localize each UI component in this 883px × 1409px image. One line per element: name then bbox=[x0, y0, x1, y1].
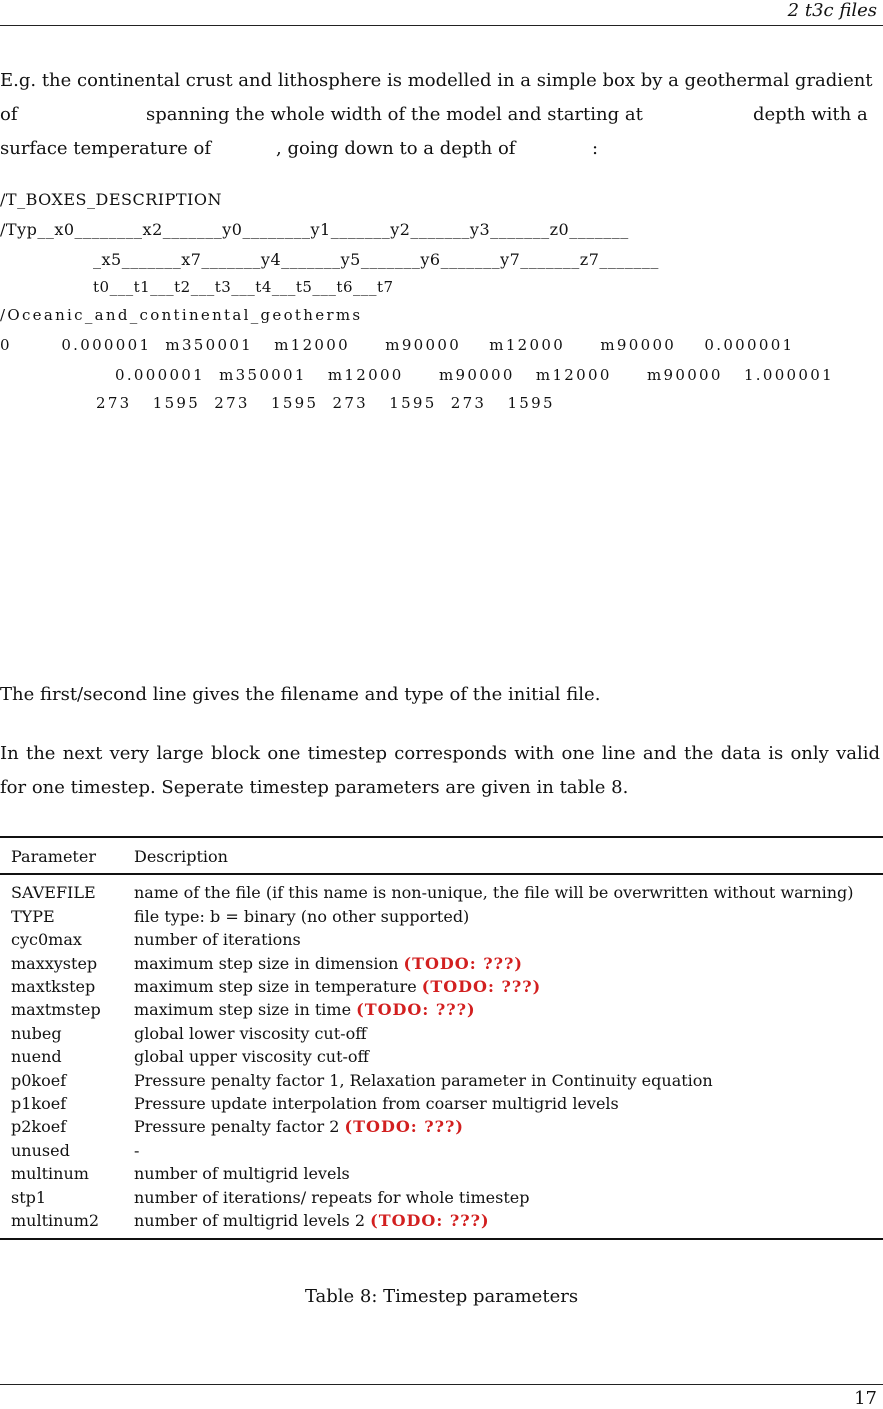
param-name: SAVEFILE bbox=[11, 883, 96, 903]
param-description-with-todo bbox=[134, 975, 883, 998]
param-description: number of iterations bbox=[134, 930, 301, 950]
table-row bbox=[0, 952, 883, 975]
param-name: cyc0max bbox=[11, 930, 82, 950]
param-name: maxxystep bbox=[11, 953, 98, 973]
param-description: name of the file (if this name is non-unique, the file will be overwritten without warning) bbox=[134, 883, 854, 903]
table-header-row bbox=[0, 837, 883, 874]
param-name: maxtmstep bbox=[11, 1000, 101, 1020]
todo-marker: (TODO: ???) bbox=[370, 1211, 490, 1231]
code-line: /T_BOXES_DESCRIPTION bbox=[0, 190, 222, 209]
param-name: nuend bbox=[11, 1047, 62, 1067]
table-row bbox=[0, 928, 883, 951]
description-text: maximum step size in time bbox=[134, 1000, 352, 1020]
code-line: 0.000001 m350001 m12000 m90000 m12000 m90000 1.000001 bbox=[115, 366, 834, 384]
param-description-with-todo bbox=[134, 1115, 883, 1138]
page-number: 17 bbox=[854, 1388, 877, 1409]
code-line: 273 1595 273 1595 273 1595 273 1595 bbox=[96, 394, 555, 412]
param-name: unused bbox=[11, 1140, 70, 1160]
running-head: 2 t3c files bbox=[787, 0, 877, 21]
table-row bbox=[0, 1069, 883, 1092]
param-name: TYPE bbox=[11, 906, 55, 926]
param-description: number of multigrid levels bbox=[134, 1164, 350, 1184]
param-description: file type: b = binary (no other supported) bbox=[134, 906, 470, 926]
description-text: maximum step size in temperature bbox=[134, 977, 417, 997]
todo-marker: (TODO: ???) bbox=[421, 977, 542, 997]
code-line: 0 0.000001 m350001 m12000 m90000 m12000 m90000 0.000001 bbox=[0, 336, 795, 354]
param-name: p2koef bbox=[11, 1117, 67, 1137]
intro-line-2-mid: spanning the whole width of the model and starting at bbox=[146, 104, 643, 125]
intro-line-3-end: : bbox=[592, 138, 599, 159]
table-caption: Table 8: Timestep parameters bbox=[304, 1286, 579, 1307]
table-row bbox=[0, 1186, 883, 1209]
table-row bbox=[0, 905, 883, 928]
todo-marker: (TODO: ???) bbox=[344, 1117, 464, 1137]
param-name: multinum2 bbox=[11, 1211, 100, 1231]
param-name: multinum bbox=[11, 1164, 89, 1184]
todo-marker: (TODO: ???) bbox=[356, 1000, 476, 1020]
todo-marker: (TODO: ???) bbox=[403, 953, 523, 973]
intro-line-3-mid: , going down to a depth of bbox=[276, 138, 516, 159]
table-row bbox=[0, 1139, 883, 1162]
param-description: - bbox=[134, 1140, 140, 1160]
param-description: Pressure update interpolation from coarser multigrid levels bbox=[134, 1094, 619, 1114]
param-description-with-todo bbox=[134, 998, 883, 1021]
table-row bbox=[0, 1092, 883, 1115]
table-row bbox=[0, 975, 883, 998]
param-name: p1koef bbox=[11, 1094, 67, 1114]
table-row bbox=[0, 1162, 883, 1185]
description-text: maximum step size in dimension bbox=[134, 953, 399, 973]
table-row bbox=[0, 1115, 883, 1138]
header-rule bbox=[0, 25, 883, 26]
body-paragraph-1: The first/second line gives the filename and type of the initial file. bbox=[0, 684, 601, 705]
param-description-with-todo bbox=[134, 952, 883, 975]
param-name: stp1 bbox=[11, 1187, 47, 1207]
table-row bbox=[0, 1022, 883, 1045]
footer-rule bbox=[0, 1384, 883, 1385]
param-description-with-todo bbox=[134, 1209, 883, 1238]
table-row bbox=[0, 1045, 883, 1068]
param-description: global upper viscosity cut-off bbox=[134, 1047, 369, 1067]
param-name: maxtkstep bbox=[11, 977, 96, 997]
column-header-description: Description bbox=[134, 847, 228, 866]
table-row bbox=[0, 1209, 883, 1238]
table-row bbox=[0, 998, 883, 1021]
param-description: number of iterations/ repeats for whole timestep bbox=[134, 1187, 530, 1207]
description-text: Pressure penalty factor 2 bbox=[134, 1117, 340, 1137]
param-description: global lower viscosity cut-off bbox=[134, 1023, 367, 1043]
code-line: t0___t1___t2___t3___t4___t5___t6___t7 bbox=[93, 278, 394, 296]
code-line: /Typ__x0________x2_______y0________y1_______y2_______y3_______z0_______ bbox=[0, 220, 629, 239]
timestep-parameters-table bbox=[0, 836, 883, 1240]
table-row bbox=[0, 874, 883, 904]
intro-line-1: E.g. the continental crust and lithosphere is modelled in a simple box by a geothermal gradient bbox=[0, 70, 873, 91]
intro-line-2-end: depth with a bbox=[753, 104, 868, 125]
body-paragraph-2: In the next very large block one timestep corresponds with one line and the data is only valid for one timestep. Seperate timestep parameters are given in table 8. bbox=[0, 743, 880, 798]
intro-line-2-start: of bbox=[0, 104, 18, 125]
code-line: /Oceanic_and_continental_geotherms bbox=[0, 306, 363, 324]
description-text: number of multigrid levels 2 bbox=[134, 1211, 366, 1231]
param-name: p0koef bbox=[11, 1070, 67, 1090]
param-description: Pressure penalty factor 1, Relaxation parameter in Continuity equation bbox=[134, 1070, 713, 1090]
code-line: _x5_______x7_______y4_______y5_______y6_______y7_______z7_______ bbox=[93, 250, 659, 269]
intro-line-3-start: surface temperature of bbox=[0, 138, 212, 159]
param-name: nubeg bbox=[11, 1023, 62, 1043]
column-header-parameter: Parameter bbox=[11, 847, 96, 866]
